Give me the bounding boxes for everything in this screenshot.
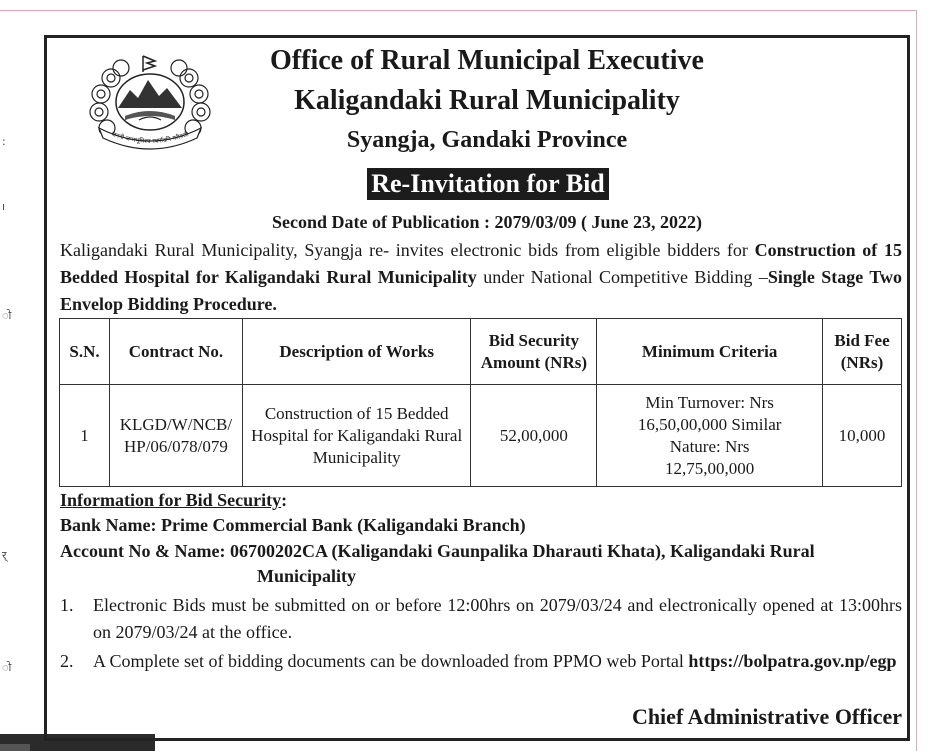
emblem-motto: जननी जन्मभूमिश्च स्वर्गादपि गरीयसी (110, 130, 190, 146)
taskbar-strip (0, 744, 30, 751)
account-info: Account No & Name: 06700202CA (Kaligandaki Gaunpalika Dharauti Khata), Kaligandaki Rural (60, 541, 815, 561)
municipality-title: Kaligandaki Rural Municipality (294, 85, 680, 116)
notice-title: Re-Invitation for Bid (367, 168, 609, 200)
margin-glyph: : (2, 135, 6, 148)
table-row (60, 385, 902, 487)
margin-glyph: ो (2, 661, 12, 674)
bidding-procedure: Single Stage Two Envelop Bidding Procedure. (60, 267, 903, 314)
margin-glyph: ो (2, 309, 12, 322)
cell-minimum-criteria: Min Turnover: Nrs 16,50,00,000 Similar Nature: Nrs 12,75,00,000 (597, 385, 823, 487)
page-guide-line-right (916, 10, 917, 751)
publication-date: Second Date of Publication : 2079/03/09 ( June 23, 2022) (272, 212, 702, 232)
list-item (60, 592, 902, 646)
list-item (60, 648, 902, 675)
header-contract-no: Contract No. (109, 319, 242, 385)
office-title: Office of Rural Municipal Executive (270, 45, 704, 76)
bid-security-colon: : (281, 490, 288, 510)
list-item-text (93, 648, 902, 675)
margin-glyph: ı (2, 200, 6, 213)
header-bid-security: Bid Security Amount (NRs) (471, 319, 597, 385)
signature-title: Chief Administrative Officer (631, 704, 902, 729)
notice-title-wrap (0, 168, 934, 200)
header-description: Description of Works (242, 319, 471, 385)
cell-bid-fee: 10,000 (823, 385, 902, 487)
header-minimum-criteria: Minimum Criteria (597, 319, 823, 385)
list-item-number: 1. (60, 595, 74, 615)
bid-table (59, 318, 902, 487)
cell-bid-security: 52,00,000 (471, 385, 597, 487)
list-item-text-body: A Complete set of bidding documents can be downloaded from PPMO web Portal (93, 651, 689, 671)
cell-sn: 1 (60, 385, 110, 487)
bank-name: Bank Name: Prime Commercial Bank (Kaligandaki Branch) (60, 515, 526, 535)
province-title: Syangja, Gandaki Province (346, 127, 628, 153)
intro-text-1: Kaligandaki Rural Municipality, Syangja re- invites electronic bids from eligible bidders for (60, 240, 755, 260)
header-sn: S.N. (60, 319, 110, 385)
table-header-row (60, 319, 902, 385)
cell-contract-no: KLGD/W/NCB/ HP/06/078/079 (109, 385, 242, 487)
cell-description: Construction of 15 Bedded Hospital for Kaligandaki Rural Municipality (242, 385, 471, 487)
bid-security-title: Information for Bid Security (60, 490, 282, 510)
list-item-text: Electronic Bids must be submitted on or before 12:00hrs on 2079/03/24 and electronically opened at 13:00hrs on 2079/03/24 at the office. (93, 595, 902, 642)
margin-glyph: र् (2, 549, 7, 562)
project-name: Construction of 15 Bedded Hospital for Kaligandaki Rural Municipality (60, 240, 902, 287)
page-guide-line-top (0, 10, 916, 11)
list-item-number: 2. (60, 651, 74, 671)
account-info-continued: Municipality (257, 566, 357, 586)
ppmo-portal-link[interactable]: https://bolpatra.gov.np/egp (688, 651, 897, 671)
header-bid-fee: Bid Fee (NRs) (823, 319, 902, 385)
intro-paragraph (60, 237, 902, 318)
intro-text-2: under National Competitive Bidding – (476, 267, 768, 287)
bid-security-heading (60, 487, 902, 514)
